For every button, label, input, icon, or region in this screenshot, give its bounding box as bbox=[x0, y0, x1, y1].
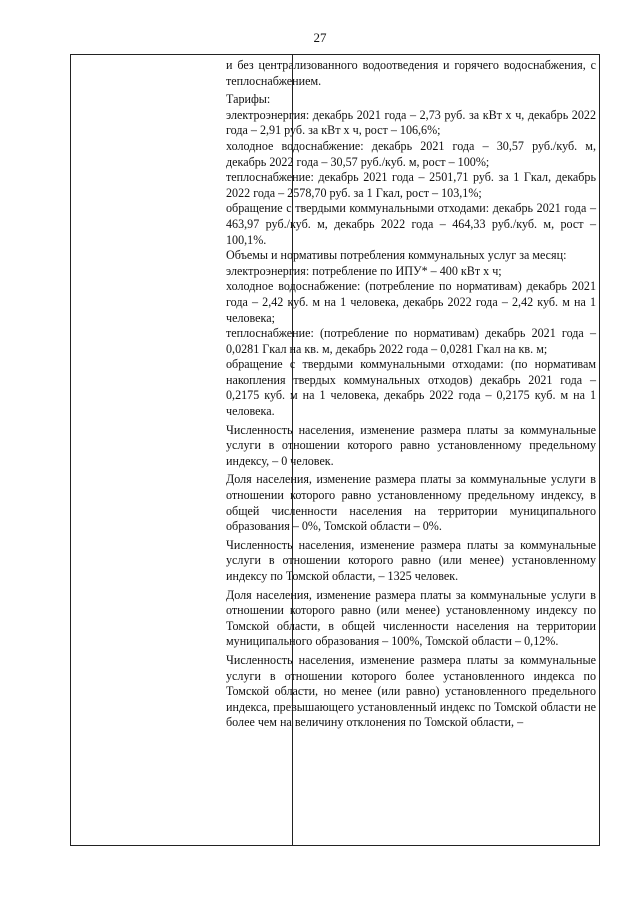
paragraph-tariff-heating: теплоснабжение: декабрь 2021 года – 2501,71 руб. за 1 Гкал, декабрь 2022 года – 2578,70 руб. за 1 Гкал, рост – 103,1%; bbox=[226, 170, 596, 200]
paragraph-share-equal-limit: Доля населения, изменение размера платы за коммунальные услуги в отношении которого равно установленному предельному индексу, в общей численности населения на территории муниципального образования – 0%, Томской области – 0%. bbox=[226, 472, 596, 534]
paragraph-intro: и без централизованного водоотведения и горячего водоснабжения, с теплоснабжением. bbox=[226, 58, 596, 88]
paragraph-population-equal-limit: Численность населения, изменение размера платы за коммунальные услуги в отношении которого равно установленному предельному индексу, – 0 человек. bbox=[226, 422, 596, 468]
paragraph-tariff-cold-water: холодное водоснабжение: декабрь 2021 года – 30,57 руб./куб. м, декабрь 2022 года – 30,57 руб./куб. м, рост – 100%; bbox=[226, 138, 596, 169]
paragraph-population-above-index: Численность населения, изменение размера платы за коммунальные услуги в отношении которого более установленного индекса по Томской области, но менее (или равно) установленного предельного индекса, превышающего установленный индекс по Томской области не более чем на величину отклонения по Томской области, – bbox=[226, 652, 596, 730]
paragraph-volumes-heading: Объемы и нормативы потребления коммунальных услуг за месяц: bbox=[226, 248, 567, 263]
paragraph-volume-electricity: электроэнергия: потребление по ИПУ* – 400 кВт х ч; bbox=[226, 263, 502, 278]
paragraph-volume-waste: обращение с твердыми коммунальными отходами: (по нормативам накопления твердых коммунальных отходов) декабрь 2021 года – 0,2175 куб. м на 1 человека, декабрь 2022 года – 0,2175 куб. м на 1 человека. bbox=[226, 357, 596, 419]
paragraph-volume-cold-water: холодное водоснабжение: (потребление по нормативам) декабрь 2021 года – 2,42 куб. м на 1 человека, декабрь 2022 года – 2,42 куб. м на 1 человека; bbox=[226, 279, 596, 325]
paragraph-volume-heating: теплоснабжение: (потребление по нормативам) декабрь 2021 года – 0,0281 Гкал на кв. м, декабрь 2022 года – 0,0281 Гкал на кв. м; bbox=[226, 326, 596, 356]
paragraph-population-below-index: Численность населения, изменение размера платы за коммунальные услуги в отношении которого равно (или менее) установленному индексу по Томской области, – 1325 человек. bbox=[226, 537, 596, 583]
page-number: 27 bbox=[313, 30, 327, 45]
table-cell-content bbox=[226, 58, 596, 734]
paragraph-tariff-waste: обращение с твердыми коммунальными отходами: декабрь 2021 года – 463,97 руб./куб. м, декабрь 2022 года – 464,33 руб./куб. м, рост – 100,1%. bbox=[226, 201, 596, 247]
paragraph-tariff-electricity: электроэнергия: декабрь 2021 года – 2,73 руб. за кВт х ч, декабрь 2022 года – 2,91 руб. за кВт х ч, рост – 106,6%; bbox=[226, 107, 596, 138]
paragraph-share-below-index: Доля населения, изменение размера платы за коммунальные услуги в отношении которого равно (или менее) установленному индексу по Томской области, в общей численности населения на территории муниципального образования – 100%, Томской области – 0,12%. bbox=[226, 587, 596, 649]
paragraph-tariffs-heading: Тарифы: bbox=[226, 92, 271, 107]
